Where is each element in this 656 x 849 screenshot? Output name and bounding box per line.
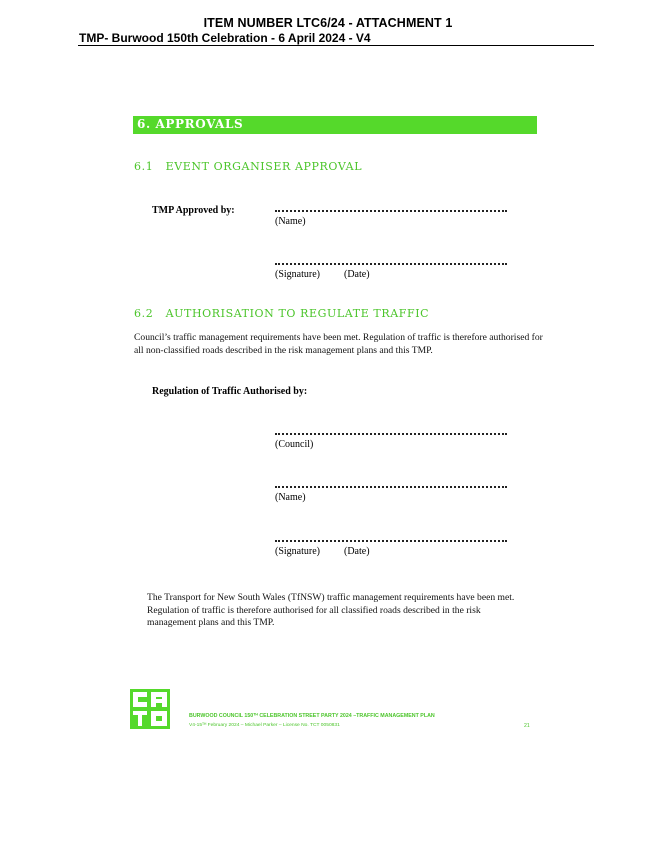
- council-signature-line[interactable]: [275, 433, 507, 435]
- attachment-title: ITEM NUMBER LTC6/24 - ATTACHMENT 1: [203, 16, 453, 30]
- signature-date-line-2[interactable]: [275, 540, 507, 542]
- subsection-title: EVENT ORGANISER APPROVAL: [165, 160, 363, 173]
- subsection-number: 6.2: [134, 307, 154, 320]
- name-caption: (Name): [275, 216, 306, 227]
- subsection-number: 6.1: [134, 160, 154, 173]
- cato-logo-icon: [130, 689, 170, 729]
- signature-caption-2: (Signature): [275, 546, 320, 557]
- header-divider: [78, 45, 594, 46]
- tfnsw-approval-paragraph: The Transport for New South Wales (TfNSW) traffic management requirements have been met. Regulation of traffic is therefore authorised for all classified roads described in the risk management plans and this TMP.: [147, 592, 515, 628]
- subsection-title: AUTHORISATION TO REGULATE TRAFFIC: [165, 307, 430, 320]
- page-number: 21: [524, 723, 530, 729]
- name-caption-2: (Name): [275, 492, 306, 503]
- date-caption-2: (Date): [344, 546, 370, 557]
- council-approval-paragraph: Council’s traffic management requirements have been met. Regulation of traffic is therefore authorised for all non-classified roads described in the risk management plans and this TMP.: [134, 332, 543, 356]
- subsection-heading-6-2: [134, 307, 429, 320]
- regulation-authorised-label: Regulation of Traffic Authorised by:: [152, 386, 308, 397]
- date-caption: (Date): [344, 269, 370, 280]
- section-title: 6. APPROVALS: [137, 117, 244, 131]
- footer-document-title: BURWOOD COUNCIL 150ᵀᴴ CELEBRATION STREET PARTY 2024 –TRAFFIC MANAGEMENT PLAN: [189, 713, 435, 719]
- document-subtitle: TMP- Burwood 150th Celebration - 6 April 2024 - V4: [79, 31, 371, 45]
- signature-date-line[interactable]: [275, 263, 507, 265]
- subsection-heading-6-1: [134, 160, 362, 173]
- tmp-approved-label: TMP Approved by:: [152, 205, 235, 216]
- name-signature-line-2[interactable]: [275, 486, 507, 488]
- section-heading-bar: [133, 116, 537, 134]
- signature-caption: (Signature): [275, 269, 320, 280]
- name-signature-line[interactable]: [275, 210, 507, 212]
- footer-version-info: V4-15ᵀᴴ February 2024 – Michael Parker – License No. TCT 0050831: [189, 723, 340, 728]
- council-caption: (Council): [275, 439, 314, 450]
